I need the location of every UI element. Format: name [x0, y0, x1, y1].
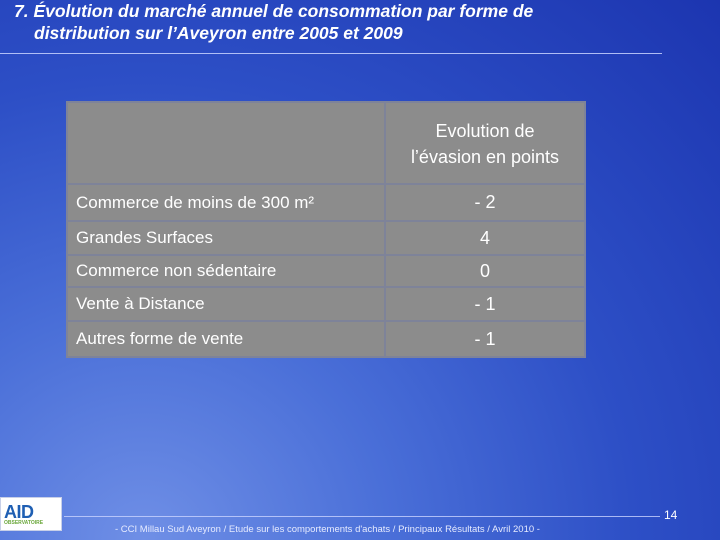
- footer-citation: - CCI Millau Sud Aveyron / Etude sur les comportements d'achats / Principaux Résultats / Avril 2010 -: [115, 524, 540, 535]
- row-value: - 1: [474, 293, 496, 314]
- evasion-table: [66, 101, 586, 358]
- title-divider: [0, 53, 662, 54]
- row-label: Commerce non sédentaire: [68, 256, 386, 286]
- footer-divider: [64, 516, 660, 517]
- table-row: [68, 320, 584, 356]
- table-row: [68, 286, 584, 320]
- aid-logo: [0, 497, 62, 531]
- row-label: Autres forme de vente: [68, 322, 386, 356]
- row-value: 0: [479, 260, 490, 281]
- column-header-line-2: l’évasion en points: [410, 147, 560, 167]
- table-row: [68, 254, 584, 286]
- row-value: - 1: [474, 328, 496, 349]
- row-label: Vente à Distance: [68, 288, 386, 320]
- column-header-line-1: Evolution de: [435, 121, 535, 141]
- row-label: Grandes Surfaces: [68, 222, 386, 254]
- slide-title-line-2: distribution sur l’Aveyron entre 2005 et 2009: [34, 23, 403, 43]
- table-column-header: [386, 103, 584, 183]
- logo-subtext: OBSERVATOIRE: [4, 520, 44, 526]
- table-header-empty-cell: [68, 103, 386, 183]
- row-value: - 2: [474, 192, 496, 212]
- row-label: Commerce de moins de 300 m²: [68, 185, 386, 220]
- page-number: 14: [664, 508, 678, 522]
- row-value: 4: [479, 227, 490, 248]
- logo-text: AID: [4, 502, 34, 522]
- table-row: [68, 183, 584, 220]
- slide-title-line-1: 7. Évolution du marché annuel de consommation par forme de: [14, 1, 534, 21]
- table-row: [68, 220, 584, 254]
- table-header-row: [68, 103, 584, 183]
- slide-title: [14, 0, 694, 44]
